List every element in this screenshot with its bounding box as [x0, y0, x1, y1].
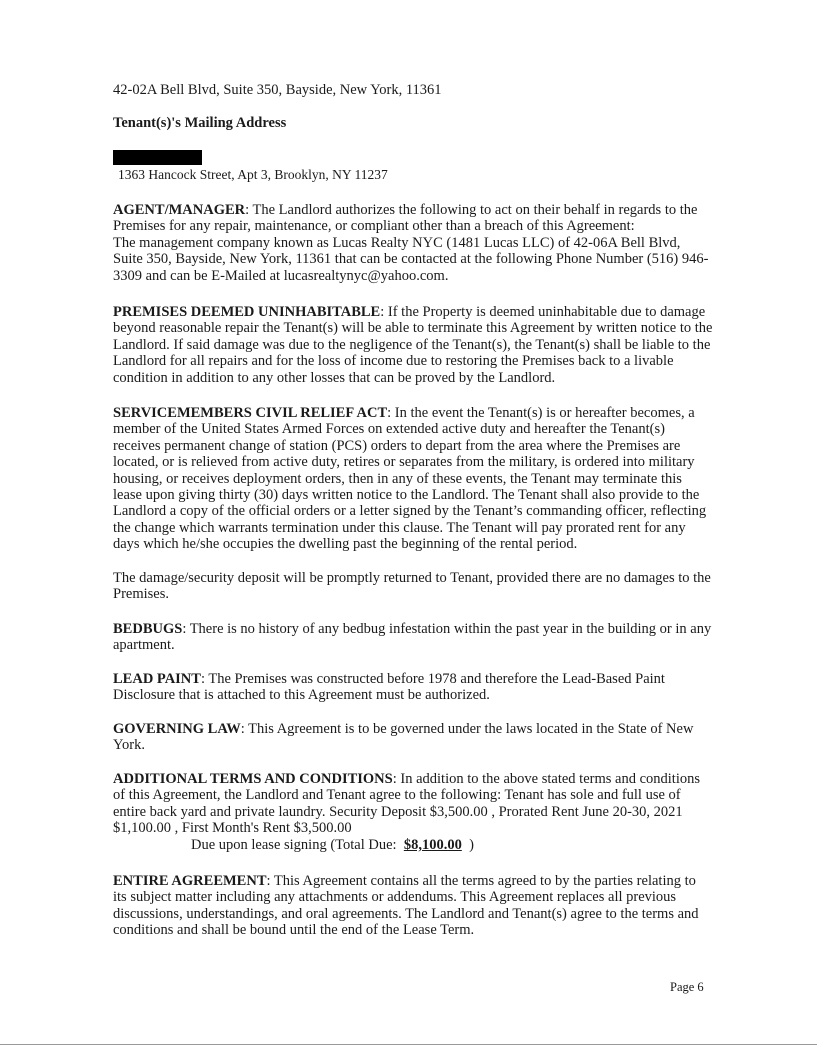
agent-manager-heading: AGENT/MANAGER [113, 202, 246, 218]
mailing-address-heading: Tenant(s)'s Mailing Address [113, 115, 287, 131]
additional-terms-heading: ADDITIONAL TERMS AND CONDITIONS [113, 771, 393, 787]
agent-manager-section [113, 202, 713, 284]
bedbugs-body: : There is no history of any bedbug infestation within the past year in the building or in any apartment. [113, 621, 712, 654]
servicemembers-section [113, 405, 713, 553]
landlord-address: 42-02A Bell Blvd, Suite 350, Bayside, New York, 11361 [113, 82, 442, 98]
entire-agreement-heading: ENTIRE AGREEMENT [113, 873, 267, 889]
additional-terms-section [113, 771, 713, 853]
bedbugs-section [113, 621, 713, 654]
bottom-edge-line [0, 1044, 817, 1045]
agent-manager-body: : The Landlord authorizes the following to act on their behalf in regards to the Premises for any repair, maintenance, or compliant other than a breach of this Agreement: [113, 202, 698, 235]
due-upon-signing-line [113, 837, 713, 853]
premises-uninhabitable-section [113, 304, 713, 386]
governing-law-section [113, 721, 713, 754]
governing-law-heading: GOVERNING LAW [113, 721, 241, 737]
lead-paint-section [113, 671, 713, 704]
entire-agreement-section [113, 873, 713, 939]
tenant-address: 1363 Hancock Street, Apt 3, Brooklyn, NY 11237 [118, 167, 388, 182]
bedbugs-heading: BEDBUGS [113, 621, 183, 637]
deposit-return-section: The damage/security deposit will be promptly returned to Tenant, provided there are no damages to the Premises. [113, 570, 711, 603]
servicemembers-body: : In the event the Tenant(s) is or hereafter becomes, a member of the United States Armed Forces on extended active duty and hereafter the Tenant(s) receives permanent change of station (PCS) orders to depart from the area where the Premises are located, or is relieved from active duty, retires or separates from the military, is ordered into military housing, or receives deployment orders, then in any of these events, the Tenant may terminate this lease upon giving thirty (30) days written notice to the Landlord. The Tenant shall also provide to the Landlord a copy of the official orders or a letter signed by the Tenant’s commanding officer, reflecting the change which warrants termination under this clause. The Tenant will pay prorated rent for any days which he/she occupies the dwelling past the beginning of the rental period. [113, 405, 707, 553]
governing-law-body: : This Agreement is to be governed under the laws located in the State of New York. [113, 721, 694, 754]
premises-uninhabitable-body: : If the Property is deemed uninhabitable due to damage beyond reasonable repair the Tenant(s) will be able to terminate this Agreement by written notice to the Landlord. If said damage was due to the negligence of the Tenant(s), the Tenant(s) shall be liable to the Landlord for all repairs and for the loss of income due to restoring the Premises back to a livable condition in addition to any other losses that can be proved by the Landlord. [113, 304, 713, 386]
agent-manager-body-2: The management company known as Lucas Realty NYC (1481 Lucas LLC) of 42-06A Bell Blvd, Suite 350, Bayside, New York, 11361 that can be contacted at the following Phone Number (516) 946-3309 and can be E-Mailed at lucasrealtynyc@yahoo.com. [113, 234, 709, 284]
premises-uninhabitable-heading: PREMISES DEEMED UNINHABITABLE [113, 304, 381, 320]
lead-paint-body: : The Premises was constructed before 1978 and therefore the Lead-Based Paint Disclosure that is attached to this Agreement must be authorized. [113, 671, 665, 704]
page-number: Page 6 [670, 980, 704, 994]
entire-agreement-body: : This Agreement contains all the terms agreed to by the parties relating to its subject matter including any attachments or addendums. This Agreement replaces all previous discussions, understandings, and oral agreements. The Landlord and Tenant(s) agree to the terms and conditions and shall be bound until the end of the Lease Term. [113, 873, 699, 939]
redaction-bar [113, 150, 202, 165]
total-due-amount: $8,100.00 [403, 836, 462, 853]
due-prefix: Due upon lease signing (Total Due: [191, 836, 397, 853]
servicemembers-heading: SERVICEMEMBERS CIVIL RELIEF ACT [113, 405, 388, 421]
lead-paint-heading: LEAD PAINT [113, 671, 201, 687]
additional-terms-body: : In addition to the above stated terms and conditions of this Agreement, the Landlord and Tenant agree to the following: Tenant has sole and full use of entire back yard and private laundry. Security Deposit $3,500.00 , Prorated Rent June 20-30, 2021 $1,100.00 , First Month's Rent $3,500.00 [113, 771, 700, 837]
due-suffix: ) [469, 836, 474, 853]
